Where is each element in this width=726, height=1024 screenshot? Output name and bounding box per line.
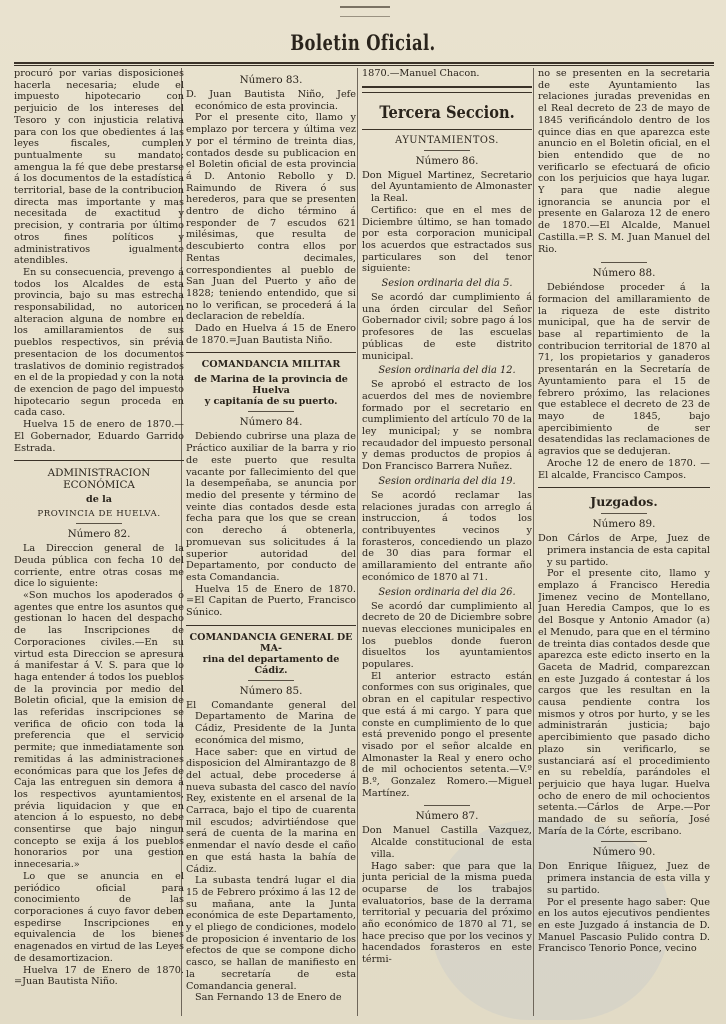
paragraph: D. Juan Bautista Niño, Jefe económico de esta provincia. <box>186 89 356 112</box>
signature: 1870.—Manuel Chacon. <box>362 68 480 79</box>
paragraph: Don Manuel Castilla Vazquez, Alcalde constitucional de esta villa. <box>362 825 532 860</box>
section-subheading: y capitanía de su puerto. <box>204 396 338 408</box>
item-number: Número 86. <box>415 154 479 167</box>
signature: Aroche 12 de enero de 1870. —El alcalde, Francisco Campos. <box>538 457 710 481</box>
separator <box>424 805 470 806</box>
item-number: Número 85. <box>239 684 303 697</box>
separator <box>601 841 647 842</box>
masthead-title: Boletin Oficial. <box>290 30 436 55</box>
item-number: Número 89. <box>592 518 656 531</box>
section-title: Juzgados. <box>590 494 658 510</box>
column-divider <box>357 68 358 1016</box>
paragraph: procuró por varias disposiciones hacerla necesaria; elude el impuesto hipotecario con perjuicio de los intereses del Tesoro y con injusticia relativa para con los que obedientes á las leyes fiscales, cumplen puntualmente su mandato; amengua la fé que debe prestarse á los documentos de la estadística territorial, base de la contribucion directa mas importante y mas necesitada de exactitud y precision, y contraria por último otros fines políticos y administrativos igualmente atendibles. <box>14 68 184 267</box>
session-heading: Sesion ordinaria del dia 26. <box>378 586 516 598</box>
section-heading: COMANDANCIA MILITAR <box>201 359 341 371</box>
section-rule <box>538 487 710 488</box>
header-rule-thin <box>14 65 714 66</box>
paragraph: Certifico: que en el mes de Diciembre último, se han tomado por esta corporacion municipal los acuerdos que estractados sus particulares son del tenor siguiente: <box>362 204 532 275</box>
paragraph: Hace saber: que en virtud de disposicion del Almirantazgo de 8 del actual, debe procederse á nueva subasta del casco del navío Rey, existente en el arsenal de la Carraca, bajo el tipo de cuarenta mil escudos; advirtiéndose que será de cuenta de la marina en enmendar el navío desde el caño en que está hasta la bahía de Cádiz. <box>186 746 356 875</box>
paragraph: Debiéndose proceder á la formacion del amillaramiento de la riqueza de este distrito municipal, que ha de servir de base al repartimiento de la contribucion territorial de 1870 al 71, los propietarios y ganaderos presentarán en la Secretaría de Ayuntamiento para el 15 de febrero próximo, las relaciones que establece el decreto de 23 de mayo de 1845, bajo apercibimiento de ser desatendidas las reclamaciones de agravios que se dedujeran. <box>538 282 710 458</box>
item-number: Número 87. <box>415 810 479 823</box>
section-rule <box>14 460 184 461</box>
paragraph: Debiendo cubrirse una plaza de Práctico auxiliar de la barra y rio de este puerto que resulta vacante por fallecimiento del que la desempeñaba, se anuncia por medio del presente y término de veinte dias contados desde esta fecha para que los que se crean con derecho á obtenerla, promuevan sus solicitudes á la superior autoridad del Departamento, por conducto de esta Comandancia. <box>186 431 356 583</box>
paragraph: Se aprobó el estracto de los acuerdos del mes de noviembre formado por el secretario en cumplimiento del artículo 70 de la ley municipal; y se nombra recaudador del impuesto personal y demas productos de propios á Don Francisco Barrera Nuñez. <box>362 379 532 473</box>
section-subheading: rina del departamento de Cádiz. <box>202 653 340 676</box>
signature: Huelva 15 de Enero de 1870. =El Capitan de Puerto, Francisco Súnico. <box>186 583 356 619</box>
separator <box>601 513 647 514</box>
item-number: Número 83. <box>239 74 303 86</box>
paragraph: Por el presente cito, llamo y emplazo por tercera y última vez y por el término de treinta dias, contados desde su publicacion en el Boletin oficial de esta provincia á D. Antonio Rebollo y D. Raimundo de Rivera ó sus herederos, para que se presenten dentro de dicho término á responder de 7 escudos 621 milésimas, que resulta de descubierto contra ellos por Rentas decimales, correspondientes al pueblo de San Juan del Puerto y año de 1828; teniendo entendido, que si no lo verifican, se procederá á la declaracion de rebeldía. <box>186 112 356 323</box>
paragraph: «Son muchos los apoderados ó agentes que entre los asuntos que gestionan lo hacen del despacho de las Inscripciones de Corporaciones civiles.—En su virtud esta Direccion se apresura á manifestar á V. S. para que lo haga entender á todos los pueblos de la provincia por medio del Boletin oficial, que la emision de las referidas inscripciones se verifica de oficio con toda la preferencia que el servicio permite; que inmediatamente son remitidas á las administraciones económicas para que los Jefes de Caja las entreguen sin demora á los respectivos ayuntamientos, prévia liquidacion y que en atencion á lo espuesto, no debe consentirse que bajo ningun concepto se exija á los pueblos honorarios por una gestion innecesaria.» <box>14 590 184 871</box>
paragraph: La Direccion general de la Deuda pública con fecha 10 del corriente, entre otras cosas me dice lo siguiente: <box>14 543 184 590</box>
column-4-text <box>538 68 710 955</box>
column-1 <box>14 68 184 1018</box>
separator <box>248 680 294 681</box>
paragraph: Hago saber: que para que la junta pericial de la misma pueda ocuparse de los trabajos evaluatorios, base de la derrama territorial y pecuaria del próximo año económico de 1870 al 71, se hace preciso que por los vecinos y hacendados forasteros en este térmi- <box>362 860 532 966</box>
signature: Huelva 15 de enero de 1870.— El Gobernador, Eduardo Garrido Estrada. <box>14 419 184 454</box>
column-4 <box>538 68 710 1018</box>
paragraph: Lo que se anuncia en el periódico oficial para conocimiento de las corporaciones á cuyo favor deben espedirse Inscripciones en equivalencia de los bienes enagenados en virtud de las Leyes de desamortizacion. <box>14 870 184 964</box>
section-rule <box>186 352 356 353</box>
double-rule <box>362 86 532 93</box>
paragraph: Don Enrique Iñiguez, Juez de primera instancia de esta villa y su partido. <box>538 861 710 896</box>
section-rule <box>362 129 532 130</box>
column-3 <box>362 68 532 1018</box>
item-number: Número 90. <box>592 846 656 859</box>
paragraph: Don Miguel Martinez, Secretario del Ayuntamiento de Almonaster la Real. <box>362 169 532 205</box>
section-subheading: PROVINCIA DE HUELVA. <box>37 509 161 520</box>
section-heading: COMANDANCIA GENERAL DE MA- <box>189 631 353 654</box>
paragraph: no se presenten en la secretaria de este Ayuntamiento las relaciones juradas prevenidas en el Real decreto de 23 de mayo de 1845 verificándolo dentro de los quince dias en que aparezca este anuncio en el Boletin oficial, en el bien entendido que de no verificarlo se efectuará de oficio con los perjuicios que haya lugar. Y para que nadie alegue ignorancia se anuncia por el presente en Galaroza 12 de enero de 1870.—El Alcalde, Manuel Castilla.=P. S. M. Juan Manuel del Rio. <box>538 68 710 255</box>
section-title: Tercera Seccion. <box>379 102 515 123</box>
session-heading: Sesion ordinaria del dia 5. <box>381 278 513 290</box>
separator <box>76 523 122 524</box>
signature: Huelva 17 de Enero de 1870. =Juan Bautista Niño. <box>14 964 184 988</box>
separator <box>424 150 470 151</box>
item-number: Número 88. <box>592 267 656 280</box>
section-rule <box>186 625 356 626</box>
paragraph: Don Cárlos de Arpe, Juez de primera instancia de esta capital y su partido. <box>538 533 710 568</box>
item-number: Número 82. <box>67 528 131 541</box>
separator <box>248 411 294 412</box>
paragraph: La subasta tendrá lugar el dia 15 de Febrero próximo á las 12 de su mañana, ante la Junta económica de este Departamento, y el pliego de condiciones, modelo de proposicion é inventario de los efectos de que se compone dicho casco, se hallan de manifiesto en la secretaría de esta Comandancia general. <box>186 875 356 992</box>
paragraph: El anterior estracto están conformes con sus originales, que obran en el capitular respectivo que está á mi cargo. Y para que conste en cumplimiento de lo que está prevenido pongo el presente visado por el señor alcalde en Almonaster la Real y enero ocho de mil ochocientos setenta.—V.º B.º, Gonzalez Romero.—Miguel Martínez. <box>362 670 532 799</box>
section-heading: ADMINISTRACION ECONÓMICA <box>47 467 151 492</box>
paragraph: San Fernando 13 de Enero de <box>195 992 342 1004</box>
item-number: Número 84. <box>239 416 303 429</box>
separator <box>601 262 647 263</box>
column-2 <box>186 68 356 1018</box>
column-divider <box>533 68 534 1016</box>
section-heading: AYUNTAMIENTOS. <box>395 134 499 146</box>
top-ornament <box>340 6 390 17</box>
section-subheading: de Marina de la provincia de Huelva <box>194 374 348 397</box>
paragraph: En su consecuencia, prevengo á todos los Alcaldes de esta provincia, bajo su mas estrecha responsabilidad, no autoricen alteracion alguna de nombre en los amillaramientos de sus pueblos respectivos, sin prévia presentacion de los documentos traslativos de dominio registrados en el de la propiedad y con la nota de exencion de pago del impuesto hipotecario segun proceda en cada caso. <box>14 266 184 419</box>
paragraph: Por el presente cito, llamo y emplazo á Francisco Heredia Jimenez vecino de Montellano, Juan Heredia Campos, que lo es del Bosque y Antonio Amador (a) el Menudo, para que en el término de treinta dias contados desde que aparezca este edicto inserto en la Gaceta de Madrid, comparezcan en este Juzgado á contestar á los cargos que les resultan en la causa pendiente contra los mismos y otros por hurto, y se les administrarán justicia; bajo apercibimiento que pasado dicho plazo sin verificarlo, se sustanciará así el procedimiento en su rebeldía, parándoles el perjuicio que haya lugar. Huelva ocho de enero de mil ochocientos setenta.—Cárlos de Arpe.—Por mandado de su señoría, José María de la Córte, escribano. <box>538 568 710 837</box>
paragraph: Se acordó dar cumplimiento á una órden circular del Señor Gobernador civil; sobre pago á los profesores de las escuelas públicas de este distrito municipal. <box>362 292 532 362</box>
paragraph: El Comandante general del Departamento de Marina de Cádiz, Presidente de la Junta económica del mismo, <box>186 699 356 746</box>
session-heading: Sesion ordinaria del dia 19. <box>378 475 516 487</box>
signature: Dado en Huelva á 15 de Enero de 1870.=Juan Bautista Niño. <box>186 323 356 346</box>
paragraph: Se acordó dar cumplimiento al decreto de 20 de Diciembre sobre nuevas elecciones municipales en los pueblos donde fueron disueltos los ayuntamientos populares. <box>362 600 532 671</box>
section-subheading: de la <box>85 494 112 506</box>
paragraph: Se acordó reclamar las relaciones juradas con arreglo á instruccion, á todos los contribuyentes vecinos y forasteros, concediendo un plazo de 30 dias para formar el amillaramiento del entrante año económico de 1870 al 71. <box>362 489 532 583</box>
session-heading: Sesion ordinaria del dia 12. <box>378 365 516 377</box>
header-rule <box>14 62 714 64</box>
paragraph: Por el presente hago saber: Que en los autos ejecutivos pendientes en este Juzgado á instancia de D. Manuel Pascasio Pulido contra D. Francisco Tenorio Ponce, vecino <box>538 896 710 955</box>
